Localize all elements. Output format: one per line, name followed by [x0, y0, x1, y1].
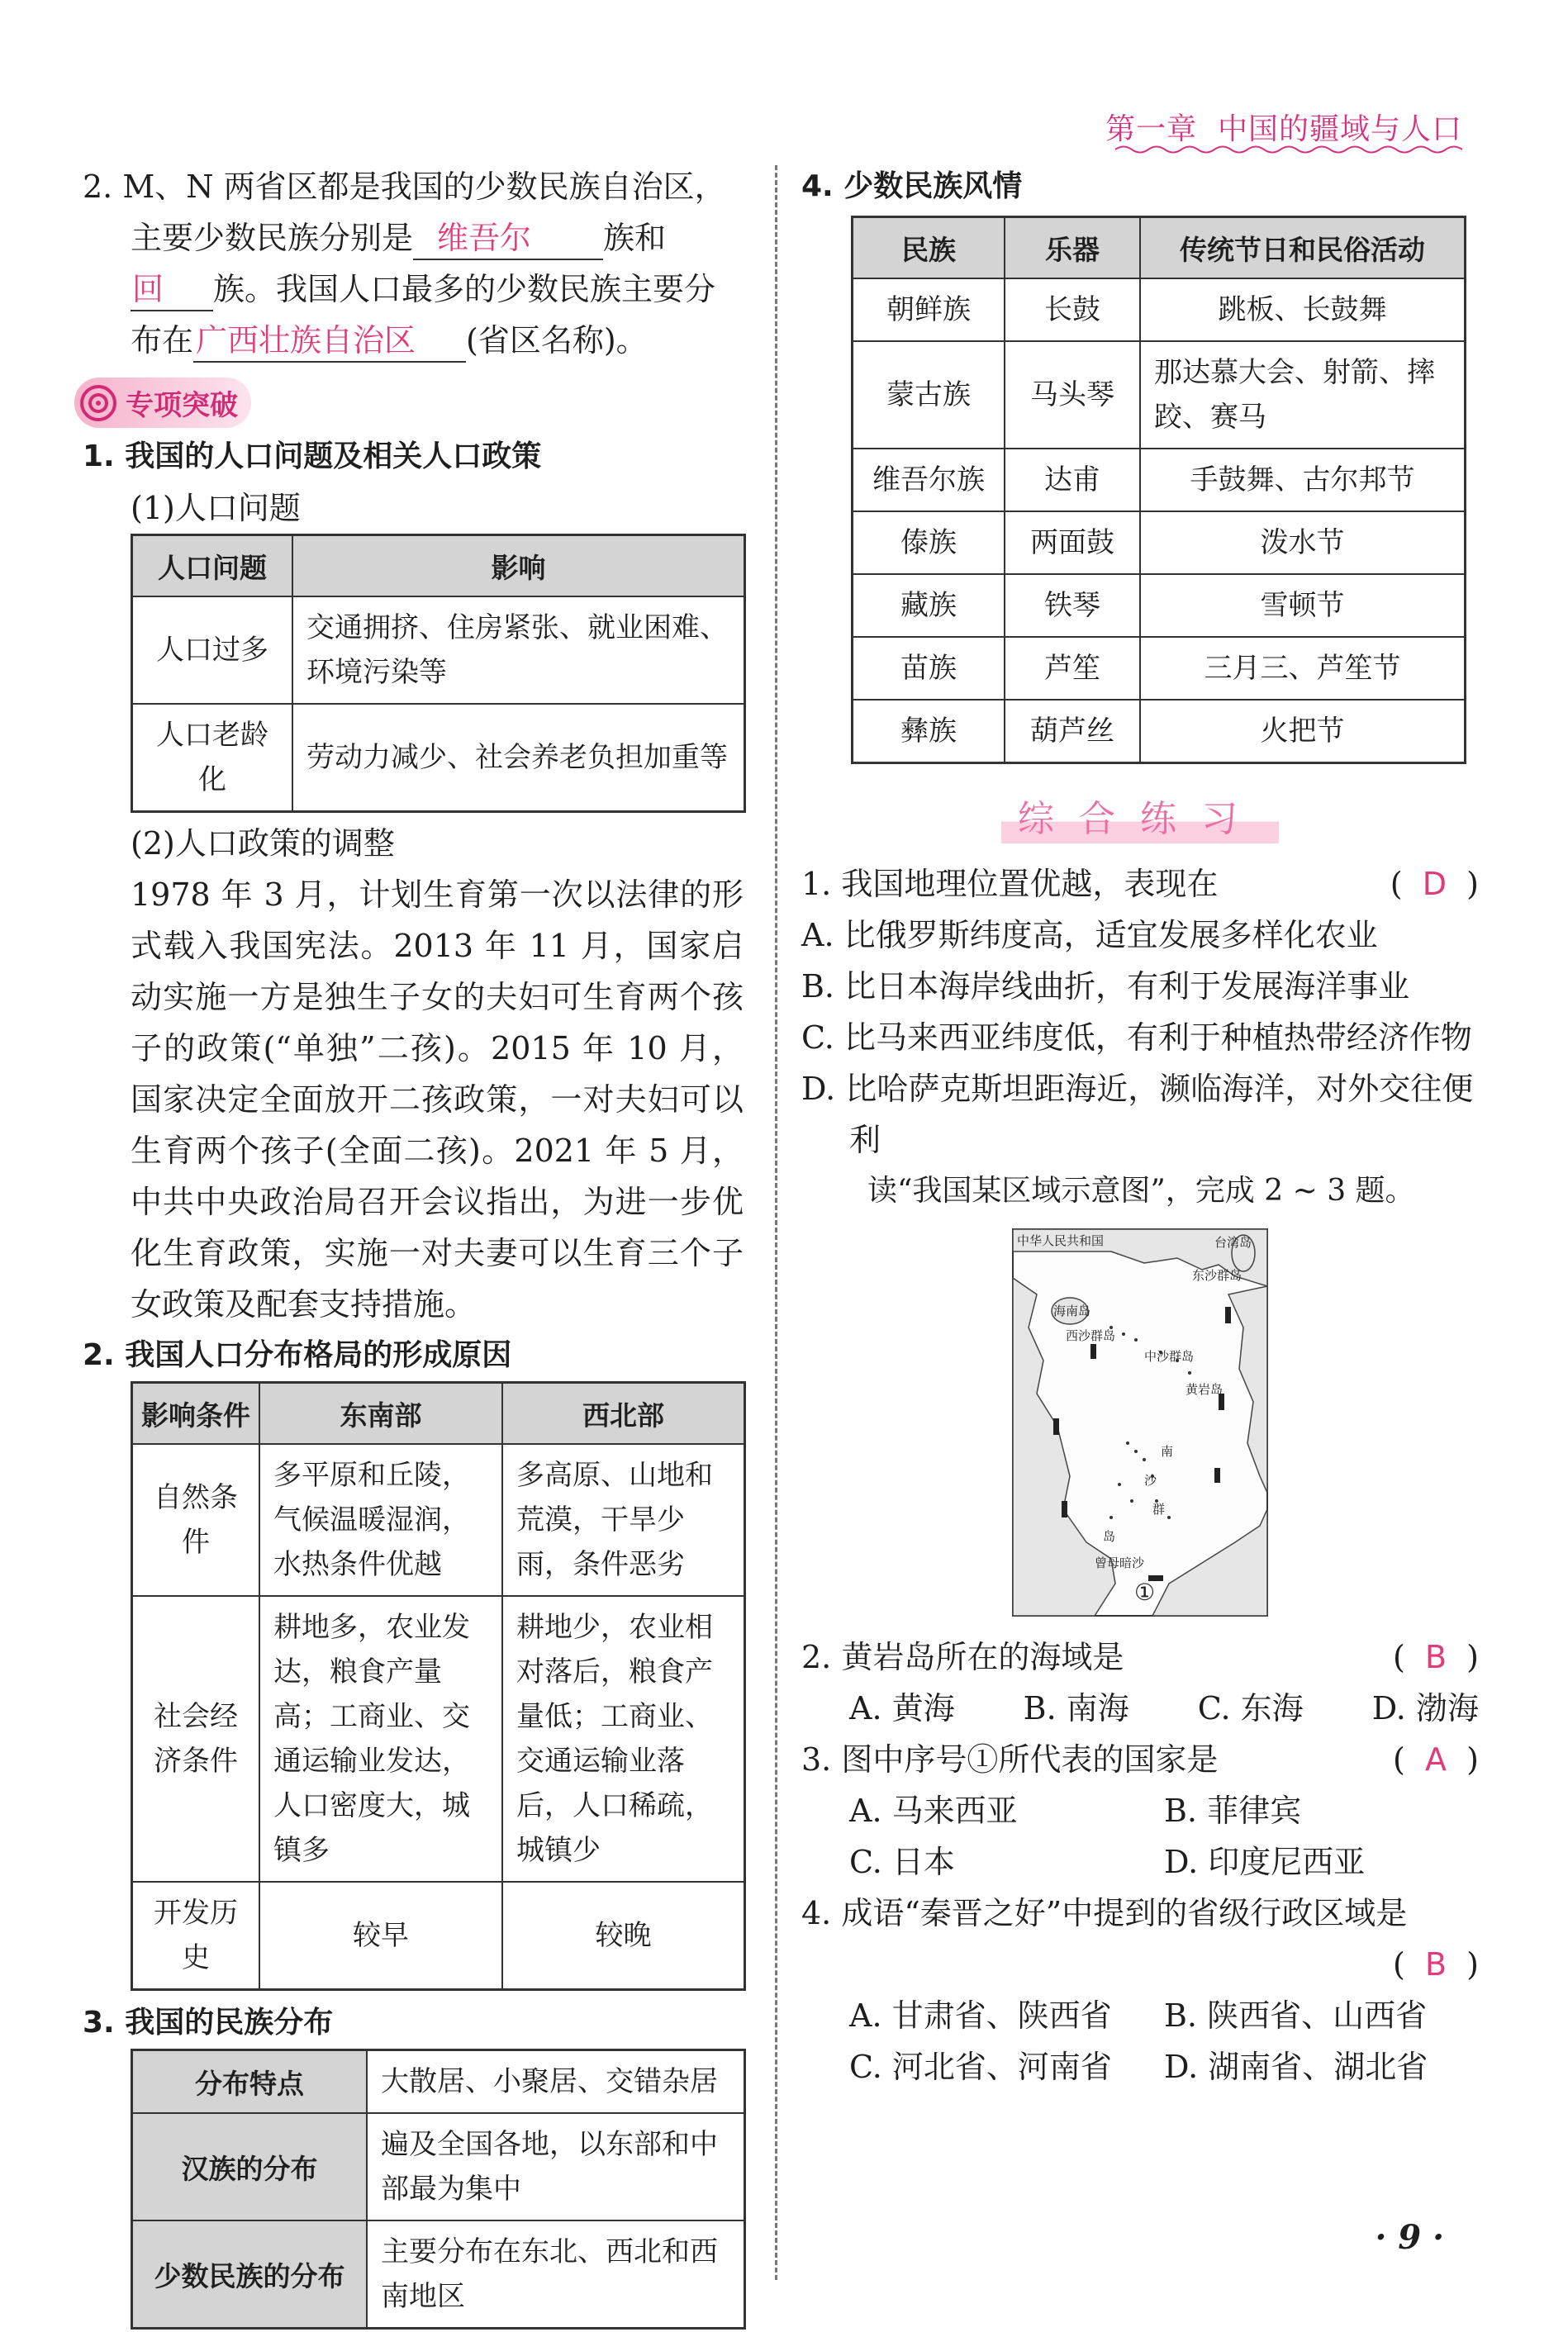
south-china-sea-map — [1012, 1228, 1268, 1617]
table-row: 彝族 葫芦丝 火把节 — [853, 700, 1466, 763]
table-row: 人口过多 交通拥挤、住房紧张、就业困难、环境污染等 — [132, 596, 745, 704]
table-header: 传统节日和民俗活动 — [1140, 217, 1466, 279]
option: C. 日本 — [849, 1844, 955, 1880]
option: D. 渤海 — [1371, 1690, 1479, 1726]
map-label-sha: 沙 — [1144, 1473, 1157, 1488]
right-column — [801, 161, 1479, 2092]
table-row: 社会经济条件 耕地多，农业发达，粮食产量高；工商业、交通运输业发达，人口密度大，城镇多 耕地少，农业相对落后，粮食产量低；工商业、交通运输业落后，人口稀疏，城镇少 — [132, 1596, 745, 1882]
map-label-dongsha: 东沙群岛 — [1192, 1268, 1243, 1283]
topic-1-title: 1. 我国的人口问题及相关人口政策 — [83, 439, 542, 473]
topic-1-sub2: (2)人口政策的调整 — [131, 825, 395, 862]
map-label-qun: 群 — [1152, 1502, 1166, 1517]
answer-blank-2: 回 — [131, 268, 213, 311]
option: D. 印度尼西亚 — [1164, 1844, 1366, 1880]
topic-2-title: 2. 我国人口分布格局的形成原因 — [83, 1338, 512, 1372]
table-row: 少数民族的分布 主要分布在东北、西北和西南地区 — [132, 2220, 745, 2329]
topic-3-title: 3. 我国的民族分布 — [83, 2006, 334, 2040]
column-divider — [775, 165, 777, 2280]
map-marker-1: ① — [1134, 1579, 1156, 1606]
option: B. 比日本海岸线曲折，有利于发展海洋事业 — [801, 968, 1410, 1005]
table-row: 苗族 芦笙 三月三、芦笙节 — [853, 637, 1466, 700]
topic-1-sub1: (1)人口问题 — [131, 490, 301, 526]
target-icon — [79, 384, 117, 422]
left-column — [83, 161, 744, 2330]
table-row: 藏族 铁琴 雪顿节 — [853, 574, 1466, 637]
answer-blank-3: 广西壮族自治区 — [193, 320, 466, 363]
option: C. 东海 — [1197, 1690, 1304, 1726]
map-label-xisha: 西沙群岛 — [1066, 1328, 1116, 1343]
ethnic-distribution-table — [131, 2049, 746, 2330]
table-row: 自然条件 多平原和丘陵，气候温暖湿润，水热条件优越 多高原、山地和荒漠，干旱少雨，条件恶劣 — [132, 1444, 745, 1596]
topic-4-title: 4. 少数民族风情 — [801, 169, 1023, 203]
option: A. 黄海 — [849, 1690, 955, 1726]
table-header: 乐器 — [1005, 217, 1140, 279]
table-header: 西北部 — [502, 1383, 745, 1445]
table-row: 汉族的分布 遍及全国各地，以东部和中部最为集中 — [132, 2113, 745, 2220]
question-2-text: 2. M、N 两省区都是我国的少数民族自治区，主要少数民族分别是 维吾尔 族和 回 族。我国人口最多的少数民族主要分布在广西壮族自治区 (省区名称)。 — [83, 161, 744, 366]
map-label-taiwan: 台湾岛 — [1214, 1235, 1252, 1250]
distribution-table — [131, 1381, 746, 1991]
table-row: 朝鲜族 长鼓 跳板、长鼓舞 — [853, 278, 1466, 341]
option: D. 湖南省、湖北省 — [1164, 2049, 1428, 2085]
table-row: 人口老龄化 劳动力减少、社会养老负担加重等 — [132, 704, 745, 812]
table-row: 维吾尔族 达甫 手鼓舞、古尔邦节 — [853, 449, 1466, 511]
answer-4: B — [1424, 1946, 1447, 1983]
special-topic-badge: 专项突破 — [74, 378, 744, 428]
question-4-options — [801, 1990, 1479, 2092]
option: C. 比马来西亚纬度低，有利于种植热带经济作物 — [801, 1019, 1472, 1056]
option: B. 陕西省、山西省 — [1164, 1997, 1428, 2034]
table-header: 人口问题 — [132, 535, 293, 597]
table-header: 东南部 — [259, 1383, 502, 1445]
question-2: 2. 黄岩岛所在的海域是 ( B ) — [801, 1639, 1479, 1675]
question-3-options — [801, 1785, 1479, 1888]
question-3: 3. 图中序号①所代表的国家是 ( A ) — [801, 1741, 1479, 1778]
page-number: · 9 · — [1375, 2218, 1444, 2257]
option: D. 比哈萨克斯坦距海近，濒临海洋，对外交往便利 — [801, 1071, 1474, 1158]
question-2-options — [801, 1683, 1479, 1734]
table-header: 影响条件 — [132, 1383, 260, 1445]
map-prompt: 读“我国某区域示意图”，完成 2 ~ 3 题。 — [867, 1174, 1415, 1208]
map-label-zengmu: 曾母暗沙 — [1095, 1555, 1145, 1570]
answer-1: D — [1422, 866, 1447, 902]
table-row: 开发历史 较早 较晚 — [132, 1882, 745, 1990]
table-row: 傣族 两面鼓 泼水节 — [853, 511, 1466, 574]
map-label-country: 中华人民共和国 — [1017, 1233, 1105, 1248]
table-header: 影响 — [292, 535, 745, 597]
ethnic-customs-table — [851, 216, 1466, 764]
option: C. 河北省、河南省 — [849, 2049, 1112, 2085]
map-label-zhongsha: 中沙群岛 — [1144, 1349, 1195, 1364]
question-1: 1. 我国地理位置优越，表现在 ( D ) — [801, 866, 1479, 902]
chapter-title: 中国的疆域与人口 — [1217, 112, 1462, 146]
option: A. 马来西亚 — [849, 1793, 1018, 1829]
map-label-hainan: 海南岛 — [1053, 1304, 1091, 1318]
answer-2: B — [1424, 1639, 1447, 1675]
option: B. 南海 — [1023, 1690, 1129, 1726]
policy-paragraph: 1978 年 3 月，计划生育第一次以法律的形式载入我国宪法。2013 年 11 月，国家启动实施一方是独生子女的夫妇可生育两个孩子的政策(“单独”二孩)。2015 年 10 月，国家决定全面放开二孩政策，一对夫妇可以生育两个孩子(全面二孩)。2021 年 5 月，中共中央政治局召开会议指出，为进一步优化生育政策，实施一对夫妻可以生育三个子女政策及配套支持措施。 — [131, 876, 744, 1323]
chapter-header — [1105, 106, 1462, 148]
option: A. 比俄罗斯纬度高，适宜发展多样化农业 — [801, 917, 1378, 953]
table-row: 分布特点 大散居、小聚居、交错杂居 — [132, 2050, 745, 2114]
chapter-number: 第一章 — [1105, 112, 1198, 146]
answer-blank-1: 维吾尔 — [413, 217, 603, 260]
map-label-dao: 岛 — [1103, 1529, 1116, 1544]
option: B. 菲律宾 — [1164, 1793, 1302, 1829]
question-4: 4. 成语“秦晋之好”中提到的省级行政区域是 — [801, 1895, 1408, 1931]
map-label-nan: 南 — [1161, 1444, 1174, 1459]
answer-3: A — [1425, 1741, 1447, 1778]
table-row: 蒙古族 马头琴 那达慕大会、射箭、摔跤、赛马 — [853, 341, 1466, 449]
option: A. 甘肃省、陕西省 — [849, 1997, 1112, 2034]
map-label-huangyan: 黄岩岛 — [1186, 1382, 1224, 1397]
population-issues-table — [131, 534, 746, 813]
header-wave-decoration — [1115, 144, 1462, 155]
question-4-paren: ( B ) — [1392, 1946, 1479, 1983]
table-header: 民族 — [853, 217, 1005, 279]
comprehensive-practice-heading: 综合练习 — [801, 789, 1479, 842]
